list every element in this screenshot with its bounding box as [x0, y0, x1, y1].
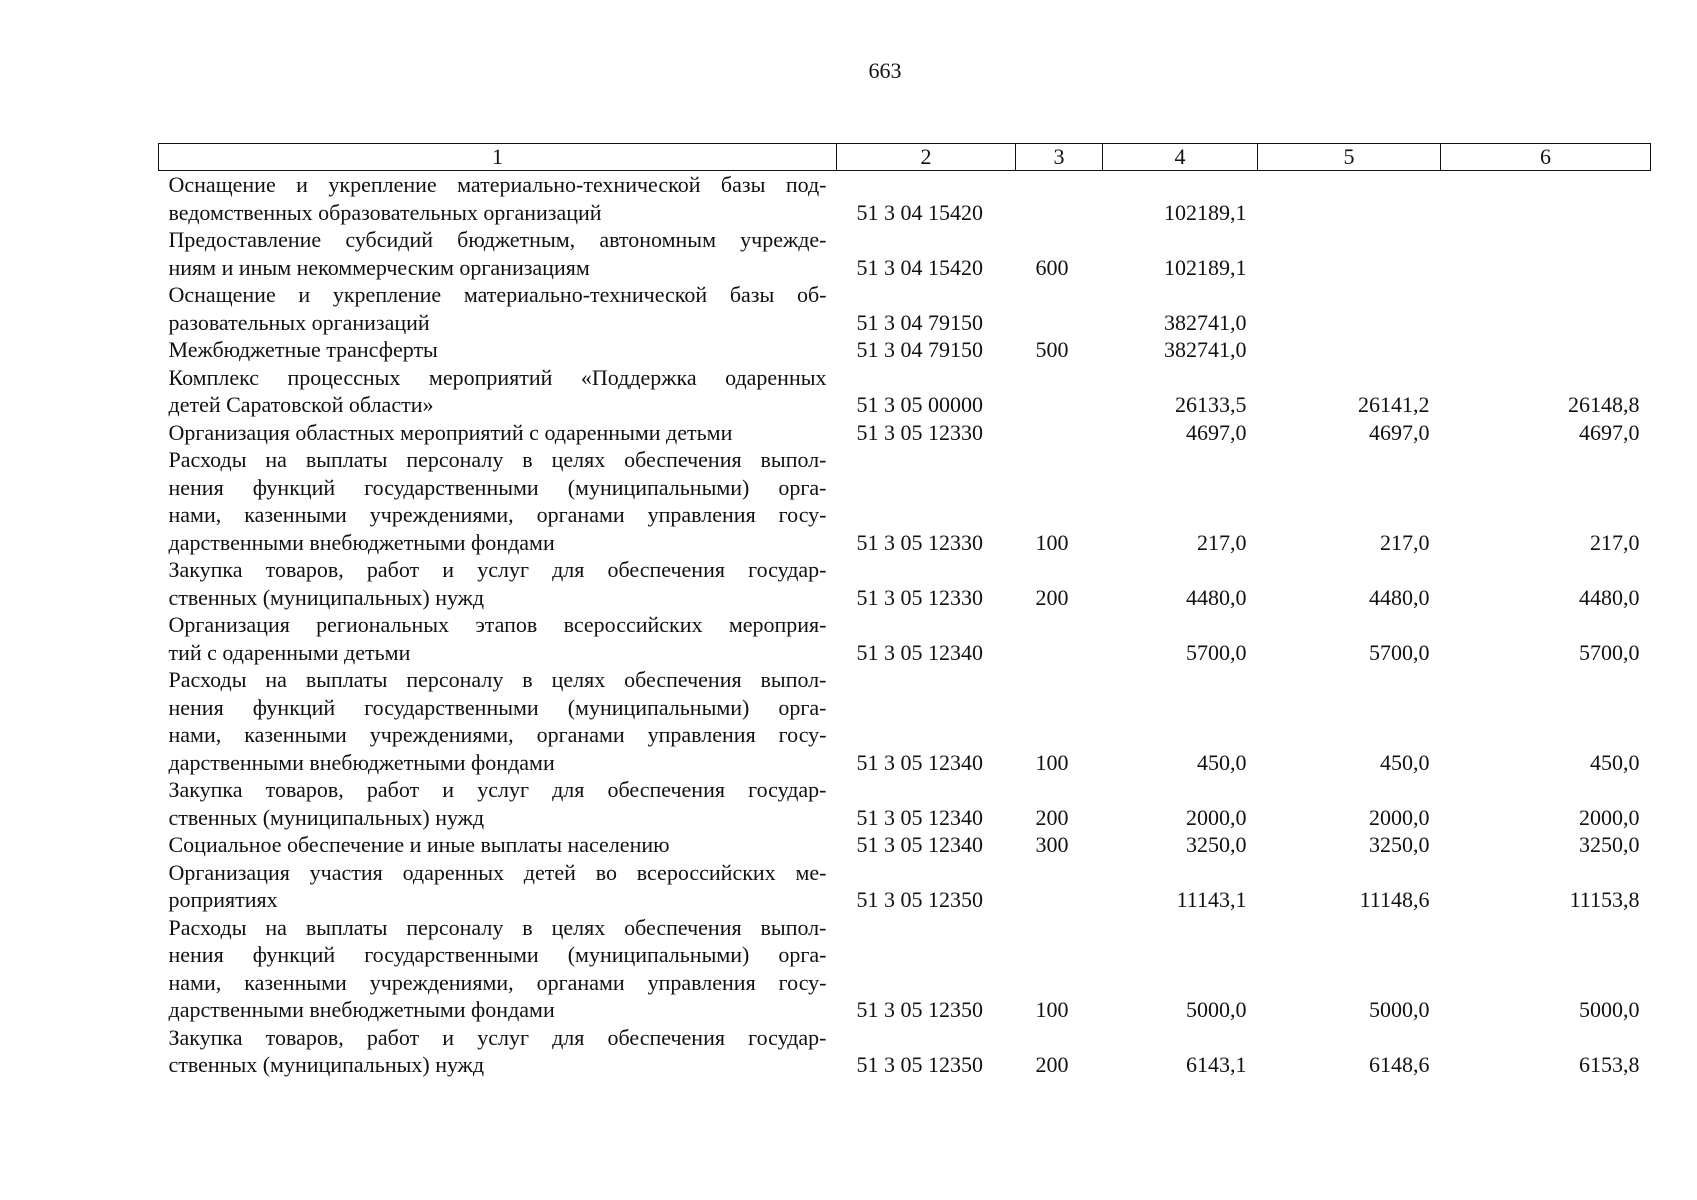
expense-type-code	[1016, 419, 1103, 447]
expense-name-line: ственных (муниципальных) нужд	[168, 1052, 485, 1077]
amount-col-6: 217,0	[1590, 529, 1640, 555]
table-row	[159, 611, 1651, 666]
amount-col-5: 217,0	[1380, 529, 1430, 555]
expense-type-code	[1016, 281, 1103, 336]
amount-col-5: 6148,6	[1369, 1052, 1430, 1077]
expense-name-line: детей Саратовской области»	[168, 392, 434, 417]
page-number: 663	[868, 58, 902, 83]
expense-name	[159, 446, 837, 556]
amount-col-6	[1441, 171, 1651, 227]
amount-col-6: 5000,0	[1579, 997, 1640, 1022]
amount-col-4: 5000,0	[1186, 997, 1247, 1022]
amount-col-6: 5700,0	[1579, 639, 1640, 665]
amount-col-4: 382741,0	[1164, 309, 1247, 335]
amount-col-4: 11143,1	[1176, 887, 1247, 912]
table-row	[159, 556, 1651, 611]
amount-col-6: 26148,8	[1568, 392, 1640, 417]
table-row	[159, 336, 1651, 364]
expense-type-code	[1016, 171, 1103, 227]
amount-col-6: 2000,0	[1579, 804, 1640, 830]
column-header-3: 3	[1016, 144, 1103, 171]
expense-name	[159, 556, 837, 611]
amount-col-4: 102189,1	[1164, 254, 1247, 280]
budget-code: 51 3 05 12340	[856, 832, 983, 857]
expense-name-line: роприятиях	[168, 887, 278, 912]
expense-name-line: Организация участия одаренных детей во всероссийских ме-	[168, 859, 827, 885]
budget-code: 51 3 05 12330	[856, 584, 983, 610]
amount-col-6	[1441, 226, 1651, 281]
amount-col-6: 4697,0	[1579, 419, 1640, 445]
amount-col-4: 2000,0	[1186, 804, 1247, 830]
expense-name	[159, 611, 837, 666]
expense-type-code: 300	[1035, 832, 1069, 857]
amount-col-5: 5000,0	[1369, 997, 1430, 1022]
table-row	[159, 859, 1651, 914]
expense-name-line: Предоставление субсидий бюджетным, автономным учрежде-	[168, 227, 827, 252]
amount-col-4: 5700,0	[1186, 639, 1247, 665]
expense-name-line: Комплекс процессных мероприятий «Поддержка одаренных	[168, 364, 827, 390]
expense-name-line: дарственными внебюджетными фондами	[168, 749, 555, 775]
expense-name-line: Межбюджетные трансферты	[168, 337, 438, 362]
budget-code: 51 3 05 12350	[856, 1052, 983, 1077]
expense-name-line: Социальное обеспечение и иные выплаты населению	[168, 832, 670, 857]
expense-type-code: 200	[1035, 1052, 1069, 1077]
table-row	[159, 666, 1651, 776]
expense-type-code	[1016, 611, 1103, 666]
expense-name-line: ственных (муниципальных) нужд	[168, 804, 485, 830]
amount-col-6: 11153,8	[1569, 887, 1640, 912]
expense-name-line: Расходы на выплаты персоналу в целях обеспечения выпол-	[168, 667, 827, 692]
amount-col-4: 382741,0	[1164, 337, 1247, 362]
expense-name-line: Закупка товаров, работ и услуг для обеспечения государ-	[168, 777, 827, 802]
table-row	[159, 831, 1651, 859]
expense-name-line: Организация областных мероприятий с одаренными детьми	[168, 419, 733, 445]
expense-name-line: нами, казенными учреждениями, органами управления госу-	[168, 722, 827, 747]
amount-col-5	[1258, 226, 1441, 281]
expense-name	[159, 171, 837, 227]
table-row	[159, 281, 1651, 336]
amount-col-5: 4697,0	[1369, 419, 1430, 445]
budget-code: 51 3 05 12340	[856, 639, 983, 665]
expense-name	[159, 364, 837, 419]
column-header-6: 6	[1441, 144, 1651, 171]
table-row	[159, 446, 1651, 556]
expense-name-line: дарственными внебюджетными фондами	[168, 997, 555, 1022]
expense-name-line: Оснащение и укрепление материально-технической базы об-	[168, 282, 827, 307]
expense-name	[159, 226, 837, 281]
expense-name-line: дарственными внебюджетными фондами	[168, 529, 555, 555]
amount-col-4: 450,0	[1197, 749, 1247, 775]
column-header-2: 2	[837, 144, 1016, 171]
amount-col-6	[1441, 281, 1651, 336]
expense-type-code: 100	[1035, 997, 1069, 1022]
column-header-4: 4	[1103, 144, 1258, 171]
amount-col-6: 450,0	[1590, 749, 1640, 775]
expense-type-code: 600	[1035, 254, 1069, 280]
table-row	[159, 171, 1651, 227]
amount-col-6	[1441, 336, 1651, 364]
budget-code: 51 3 05 12330	[856, 529, 983, 555]
expense-name-line: ведомственных образовательных организаций	[168, 199, 602, 225]
amount-col-5	[1258, 336, 1441, 364]
expense-name-line: ниям и иным некоммерческим организациям	[168, 254, 590, 280]
amount-col-6: 6153,8	[1579, 1052, 1640, 1077]
expense-type-code: 500	[1035, 337, 1069, 362]
expense-name-line: ственных (муниципальных) нужд	[168, 584, 485, 610]
table-row	[159, 419, 1651, 447]
expense-name	[159, 776, 837, 831]
amount-col-4: 4697,0	[1186, 419, 1247, 445]
budget-code: 51 3 04 79150	[856, 337, 983, 362]
expense-name-line: тий с одаренными детьми	[168, 639, 411, 665]
budget-table	[158, 143, 1651, 1079]
amount-col-6: 4480,0	[1579, 584, 1640, 610]
table-row	[159, 776, 1651, 831]
expense-name-line: Закупка товаров, работ и услуг для обеспечения государ-	[168, 1024, 827, 1050]
amount-col-5: 2000,0	[1369, 804, 1430, 830]
expense-type-code: 200	[1035, 804, 1069, 830]
expense-name-line: нения функций государственными (муниципальными) орга-	[168, 942, 827, 967]
expense-type-code	[1016, 364, 1103, 419]
budget-code: 51 3 04 15420	[856, 199, 983, 225]
budget-code: 51 3 05 12350	[856, 997, 983, 1022]
expense-name-line: Закупка товаров, работ и услуг для обеспечения государ-	[168, 557, 827, 582]
column-header-1: 1	[159, 144, 837, 171]
amount-col-4: 102189,1	[1164, 199, 1247, 225]
expense-name-line: Организация региональных этапов всероссийских мероприя-	[168, 612, 827, 637]
amount-col-5: 26141,2	[1358, 392, 1430, 417]
expense-name-line: нения функций государственными (муниципальными) орга-	[168, 694, 827, 720]
table-row	[159, 364, 1651, 419]
table-row	[159, 1024, 1651, 1079]
amount-col-4: 217,0	[1197, 529, 1247, 555]
expense-name	[159, 859, 837, 914]
expense-name-line: Расходы на выплаты персоналу в целях обеспечения выпол-	[168, 914, 827, 940]
expense-type-code: 200	[1035, 584, 1069, 610]
expense-name	[159, 914, 837, 1024]
expense-name-line: нения функций государственными (муниципальными) орга-	[168, 474, 827, 500]
amount-col-6: 3250,0	[1579, 832, 1640, 857]
budget-code: 51 3 05 12350	[856, 887, 983, 912]
expense-name	[159, 1024, 837, 1079]
amount-col-4: 6143,1	[1186, 1052, 1247, 1077]
amount-col-5: 450,0	[1380, 749, 1430, 775]
expense-type-code: 100	[1035, 749, 1069, 775]
table-row	[159, 226, 1651, 281]
column-header-5: 5	[1258, 144, 1441, 171]
expense-name-line: разовательных организаций	[168, 309, 430, 335]
expense-name-line: нами, казенными учреждениями, органами управления госу-	[168, 502, 827, 527]
amount-col-4: 26133,5	[1175, 392, 1247, 417]
amount-col-5: 11148,6	[1359, 887, 1430, 912]
amount-col-5: 4480,0	[1369, 584, 1430, 610]
budget-code: 51 3 05 12340	[856, 749, 983, 775]
budget-code: 51 3 05 12330	[856, 419, 983, 445]
expense-name	[159, 336, 837, 364]
budget-code: 51 3 04 79150	[856, 309, 983, 335]
expense-name	[159, 281, 837, 336]
table-row	[159, 914, 1651, 1024]
budget-code: 51 3 05 00000	[856, 392, 983, 417]
expense-name	[159, 666, 837, 776]
expense-name-line: Расходы на выплаты персоналу в целях обеспечения выпол-	[168, 447, 827, 472]
table-body	[159, 171, 1651, 1079]
table-header-row	[159, 144, 1651, 171]
amount-col-5: 3250,0	[1369, 832, 1430, 857]
budget-code: 51 3 04 15420	[856, 254, 983, 280]
amount-col-5	[1258, 171, 1441, 227]
amount-col-5: 5700,0	[1369, 639, 1430, 665]
amount-col-5	[1258, 281, 1441, 336]
budget-code: 51 3 05 12340	[856, 804, 983, 830]
expense-name-line: Оснащение и укрепление материально-технической базы под-	[168, 172, 827, 197]
expense-type-code	[1016, 859, 1103, 914]
expense-name	[159, 419, 837, 447]
expense-type-code: 100	[1035, 529, 1069, 555]
amount-col-4: 4480,0	[1186, 584, 1247, 610]
expense-name	[159, 831, 837, 859]
expense-name-line: нами, казенными учреждениями, органами управления госу-	[168, 969, 827, 995]
amount-col-4: 3250,0	[1186, 832, 1247, 857]
